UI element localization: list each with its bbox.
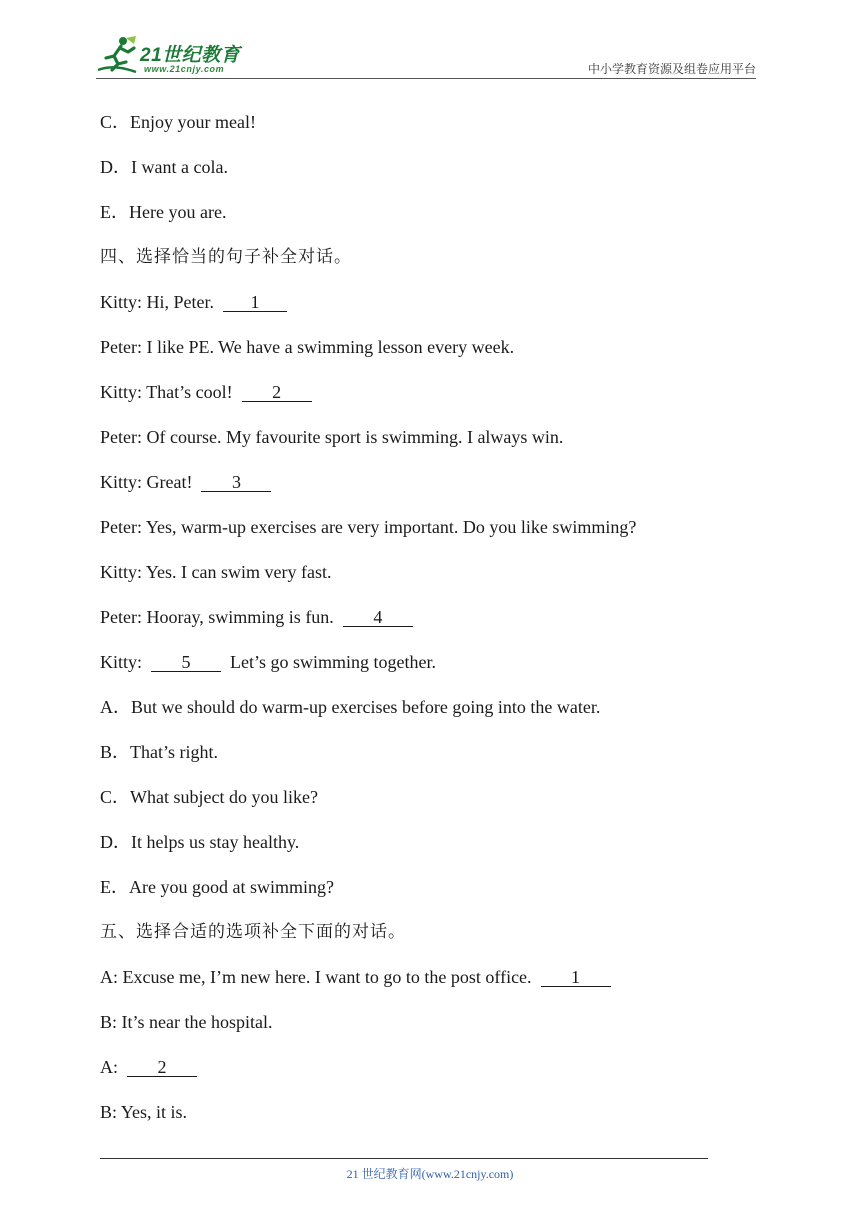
dialogue-line: [100, 1100, 187, 1124]
option-d: D．I want a cola.: [100, 157, 228, 177]
dialogue-text: A:: [100, 1057, 127, 1077]
dialogue-text: Peter: Yes, warm-up exercises are very important. Do you like swimming?: [100, 517, 637, 537]
header-divider: [96, 78, 756, 79]
dialogue-line: [100, 1010, 272, 1034]
option-a: A．But we should do warm-up exercises before going into the water.: [100, 697, 601, 717]
dialogue-text: B: It’s near the hospital.: [100, 1012, 273, 1032]
dialogue-line: [100, 425, 563, 449]
footer-link[interactable]: 21 世纪教育网(www.21cnjy.com): [346, 1167, 514, 1181]
answer-blank: 1: [223, 293, 287, 312]
dialogue-line: [100, 290, 287, 314]
option-b: B．That’s right.: [100, 742, 218, 762]
option-c: C．What subject do you like?: [100, 787, 318, 807]
dialogue-text: Peter: Of course. My favourite sport is swimming. I always win.: [100, 427, 564, 447]
option-e: E．Here you are.: [100, 202, 227, 222]
answer-blank: 1: [541, 968, 611, 987]
answer-blank: 4: [343, 608, 413, 627]
dialogue-line: [100, 515, 636, 539]
dialogue-text: Peter: I like PE. We have a swimming lesson every week.: [100, 337, 515, 357]
dialogue-line: [100, 650, 436, 674]
dialogue-text: B: Yes, it is.: [100, 1102, 188, 1122]
site-logo: [96, 34, 266, 78]
answer-blank: 5: [151, 653, 221, 672]
header-slogan: 中小学教育资源及组卷应用平台: [587, 62, 756, 76]
section5-heading: 五、选择合适的选项补全下面的对话。: [100, 922, 406, 942]
dialogue-text: Kitty: Hi, Peter.: [100, 292, 223, 312]
dialogue-text: Kitty:: [100, 652, 152, 672]
dialogue-line: [100, 335, 514, 359]
footer-divider: [100, 1158, 708, 1159]
dialogue-line: [100, 560, 331, 584]
answer-blank: 2: [127, 1058, 197, 1077]
option-d: D．It helps us stay healthy.: [100, 832, 300, 852]
page-header: [96, 30, 756, 80]
dialogue-line: [100, 605, 413, 629]
option-e: E．Are you good at swimming?: [100, 877, 334, 897]
answer-blank: 2: [242, 383, 312, 402]
logo-text: 21世纪教育: [140, 45, 241, 66]
dialogue-line: [100, 1055, 197, 1079]
option-c: C．Enjoy your meal!: [100, 112, 256, 132]
answer-blank: 3: [201, 473, 271, 492]
dialogue-text: Kitty: Yes. I can swim very fast.: [100, 562, 332, 582]
dialogue-text: Kitty: Great!: [100, 472, 202, 492]
dialogue-text: A: Excuse me, I’m new here. I want to go to the post office.: [100, 967, 541, 987]
dialogue-text: Kitty: That’s cool!: [100, 382, 242, 402]
dialogue-line: [100, 380, 312, 404]
dialogue-text: Peter: Hooray, swimming is fun.: [100, 607, 343, 627]
section4-heading: 四、选择恰当的句子补全对话。: [100, 247, 352, 267]
dialogue-line: [100, 965, 611, 989]
logo-url: www.21cnjy.com: [144, 64, 225, 74]
runner-logo-icon: [96, 34, 140, 78]
dialogue-text: Let’s go swimming together.: [221, 652, 436, 672]
dialogue-line: [100, 470, 271, 494]
